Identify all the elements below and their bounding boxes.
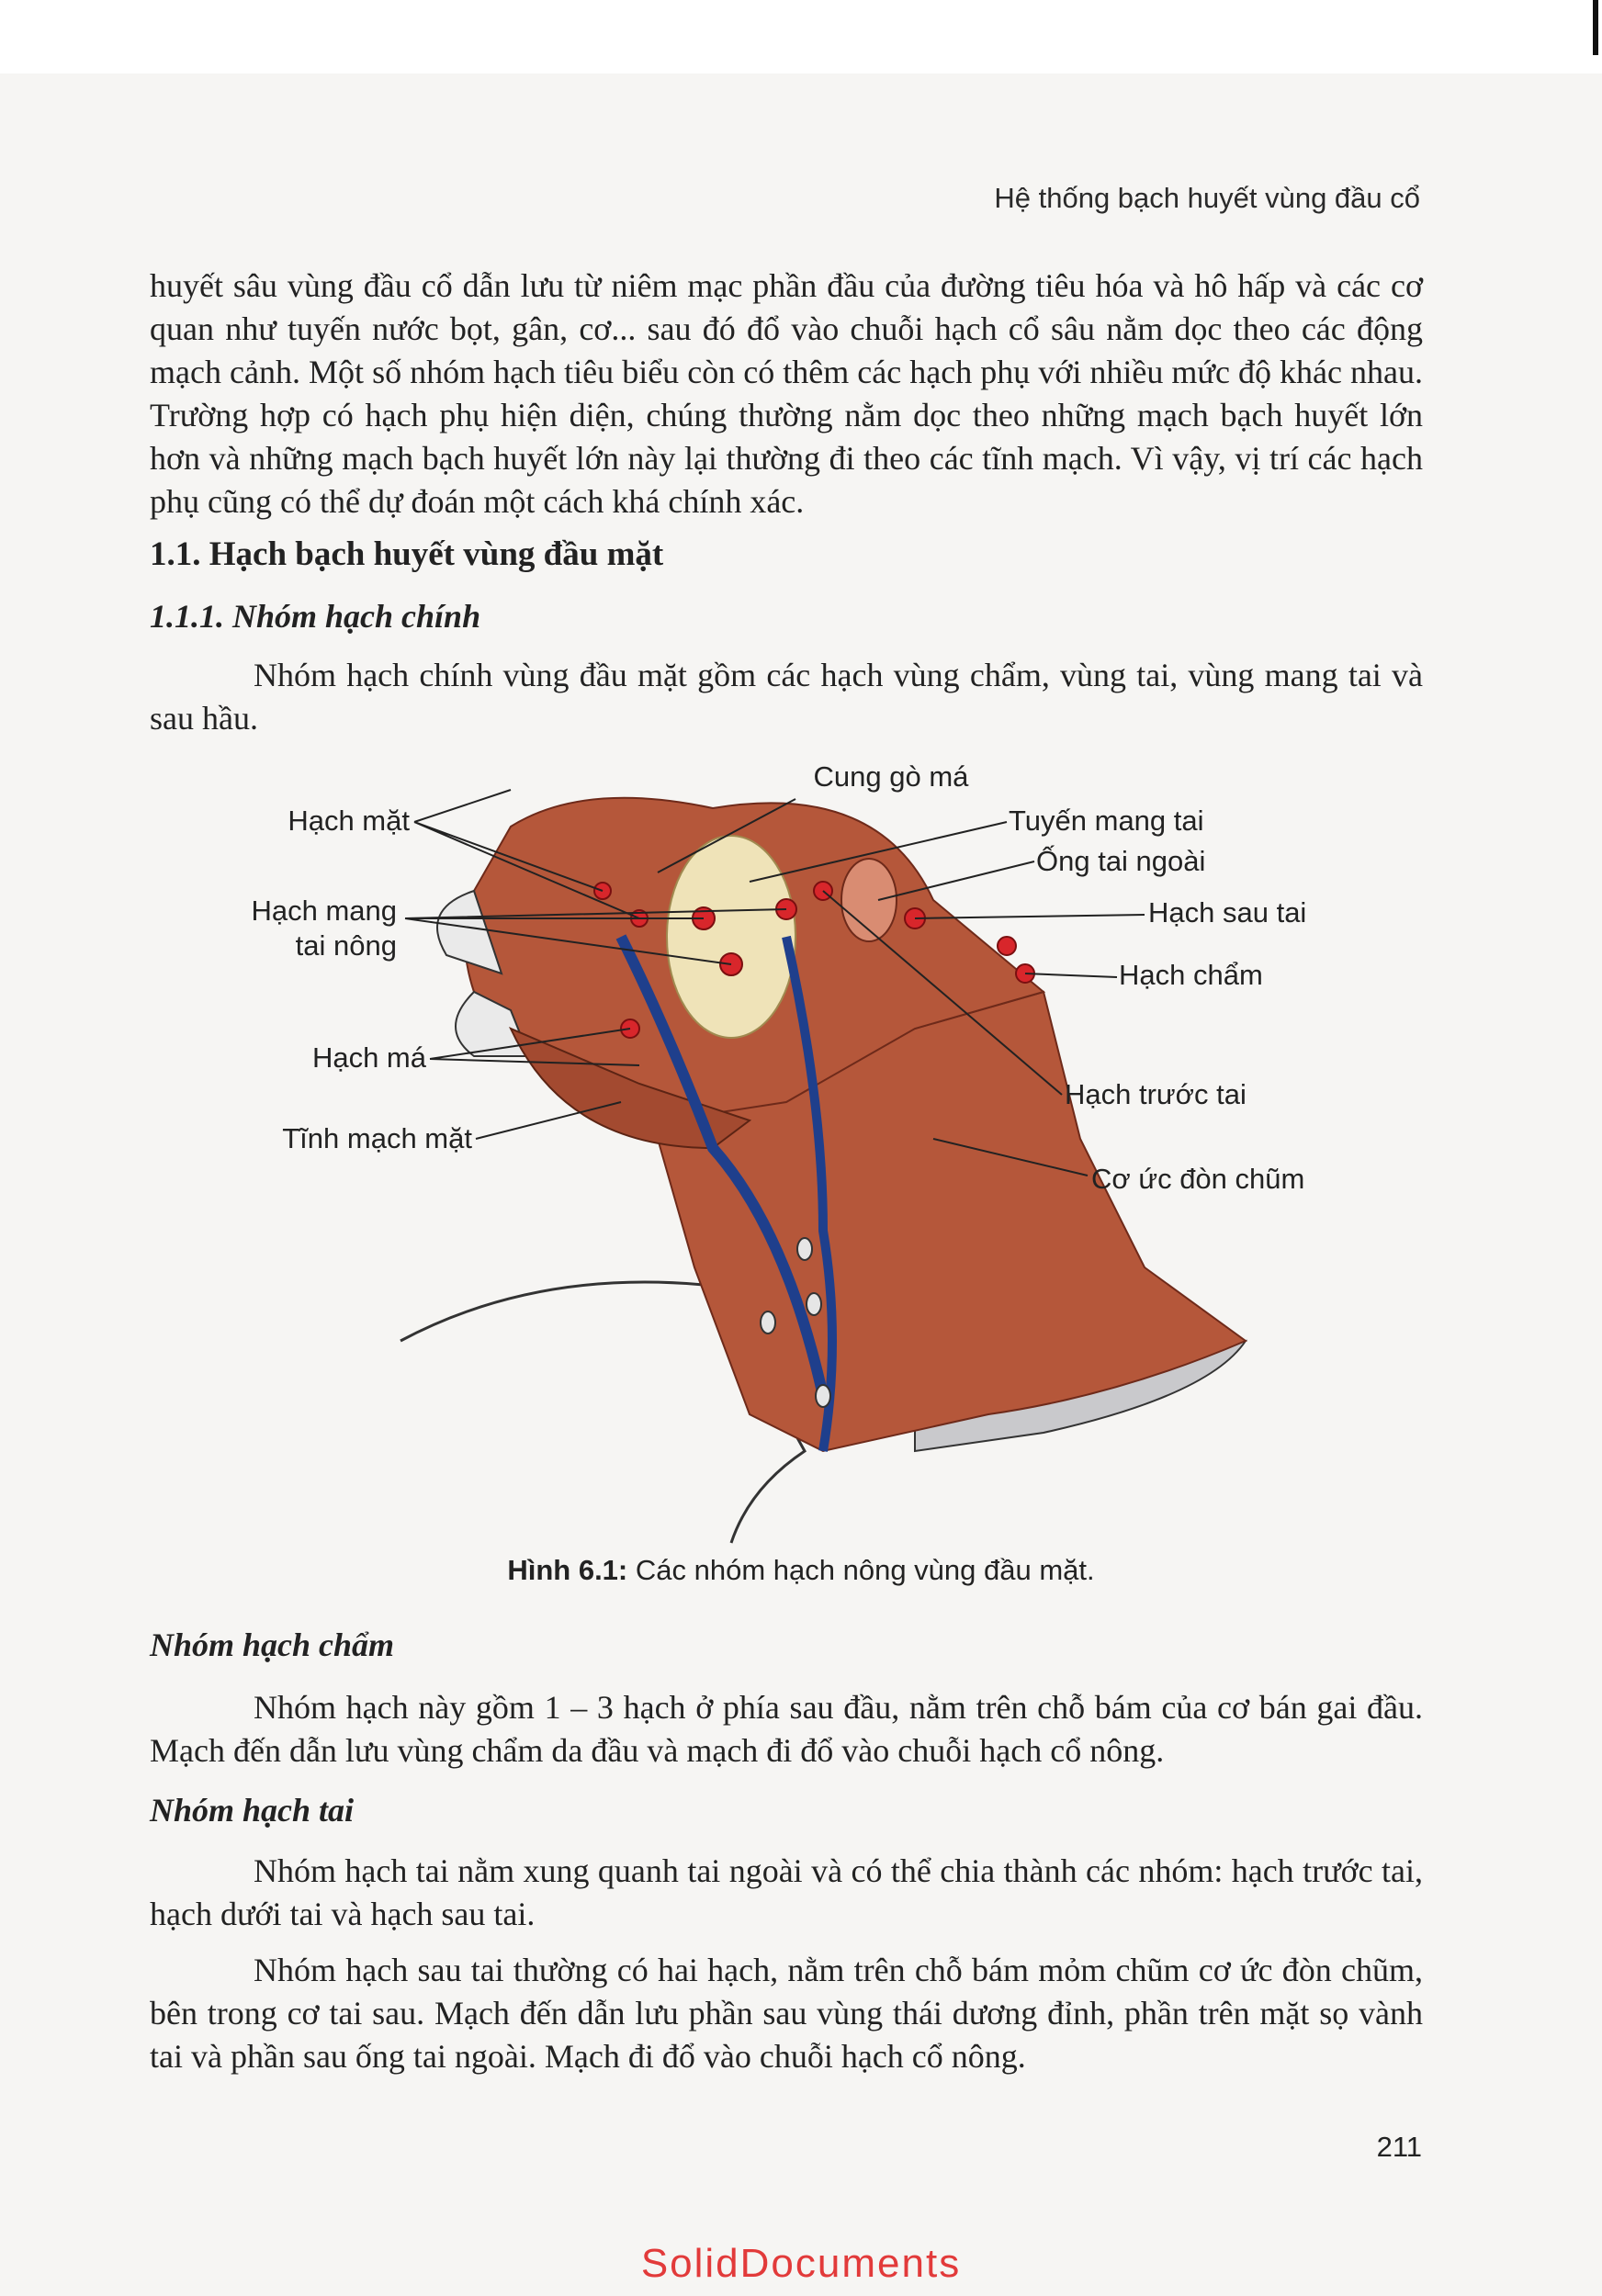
running-header: Hệ thống bạch huyết vùng đầu cổ xyxy=(994,182,1420,214)
label-hach-cham: Hạch chẩm xyxy=(1119,959,1263,991)
ear-heading: Nhóm hạch tai xyxy=(150,1792,355,1829)
head-neck-illustration xyxy=(235,753,1347,1552)
label-hach-mat: Hạch mặt xyxy=(288,805,410,837)
label-hach-ma: Hạch má xyxy=(311,1041,426,1074)
parotid-gland xyxy=(667,836,795,1038)
section-heading: 1.1. Hạch bạch huyết vùng đầu mặt xyxy=(150,535,664,573)
leader-hach-cham xyxy=(1025,974,1117,977)
node-occipital-1 xyxy=(998,937,1016,955)
label-hach-sau-tai: Hạch sau tai xyxy=(1148,896,1307,929)
occipital-heading: Nhóm hạch chẩm xyxy=(150,1626,395,1663)
ear-paragraph-1: Nhóm hạch tai nằm xung quanh tai ngoài và có thể chia thành các nhóm: hạch trước tai, hạch dưới tai và hạch sau tai. xyxy=(150,1852,1423,1932)
label-co-uc-don-chum: Cơ ức đòn chũm xyxy=(1091,1163,1305,1195)
figure-caption-text: Các nhóm hạch nông vùng đầu mặt. xyxy=(627,1554,1095,1586)
figure-caption xyxy=(0,1554,1602,1587)
figure-caption-prefix: Hình 6.1: xyxy=(507,1554,628,1586)
label-hach-mang-2: tai nông xyxy=(295,929,397,962)
label-tuyen-mang-tai: Tuyến mang tai xyxy=(1009,805,1204,837)
page-edge-mark xyxy=(1593,0,1598,55)
label-hach-mang-1: Hạch mang xyxy=(251,895,397,927)
label-tinh-mach-mat: Tĩnh mạch mặt xyxy=(282,1122,472,1154)
top-margin-band xyxy=(0,0,1602,73)
occipital-paragraph: Nhóm hạch này gồm 1 – 3 hạch ở phía sau đầu, nằm trên chỗ bám của cơ bán gai đầu. Mạch đến dẫn lưu vùng chẩm da đầu và mạch đi đổ vào chuỗi hạch cổ nông. xyxy=(150,1689,1423,1769)
watermark: SolidDocuments xyxy=(640,2241,962,2286)
ear-paragraph-2: Nhóm hạch sau tai thường có hai hạch, nằm trên chỗ bám mỏm chũm cơ ức đòn chũm, bên trong cơ tai sau. Mạch đến dẫn lưu phần sau vùng thái dương đỉnh, phần trên mặt sọ vành tai và phần sau ống tai ngoài. Mạch đi đổ vào chuỗi hạch cổ nông. xyxy=(150,1952,1423,2075)
anatomy-figure xyxy=(235,753,1347,1552)
subsection-heading: 1.1.1. Nhóm hạch chính xyxy=(150,598,481,635)
label-cung-go-ma: Cung gò má xyxy=(813,760,969,793)
label-hach-truoc-tai: Hạch trước tai xyxy=(1065,1078,1247,1110)
page-number: 211 xyxy=(1376,2131,1422,2163)
intro-paragraph: huyết sâu vùng đầu cổ dẫn lưu từ niêm mạc phần đầu của đường tiêu hóa và hô hấp và các cơ quan như tuyến nước bọt, gân, cơ... sau đó đổ vào chuỗi hạch cổ sâu nằm dọc theo các động mạch cảnh. Một số nhóm hạch tiêu biểu còn có thêm các hạch phụ với nhiều mức độ khác nhau. Trường hợp có hạch phụ hiện diện, chúng thường nằm dọc theo những mạch bạch huyết lớn hơn và những mạch bạch huyết lớn này lại thường đi theo các tĩnh mạch. Vì vậy, vị trí các hạch phụ cũng có thể dự đoán một cách khá chính xác. xyxy=(150,267,1423,520)
label-ong-tai-ngoai: Ống tai ngoài xyxy=(1036,845,1206,877)
subsection-paragraph: Nhóm hạch chính vùng đầu mặt gồm các hạch vùng chẩm, vùng tai, vùng mang tai và sau hầu. xyxy=(150,657,1423,737)
